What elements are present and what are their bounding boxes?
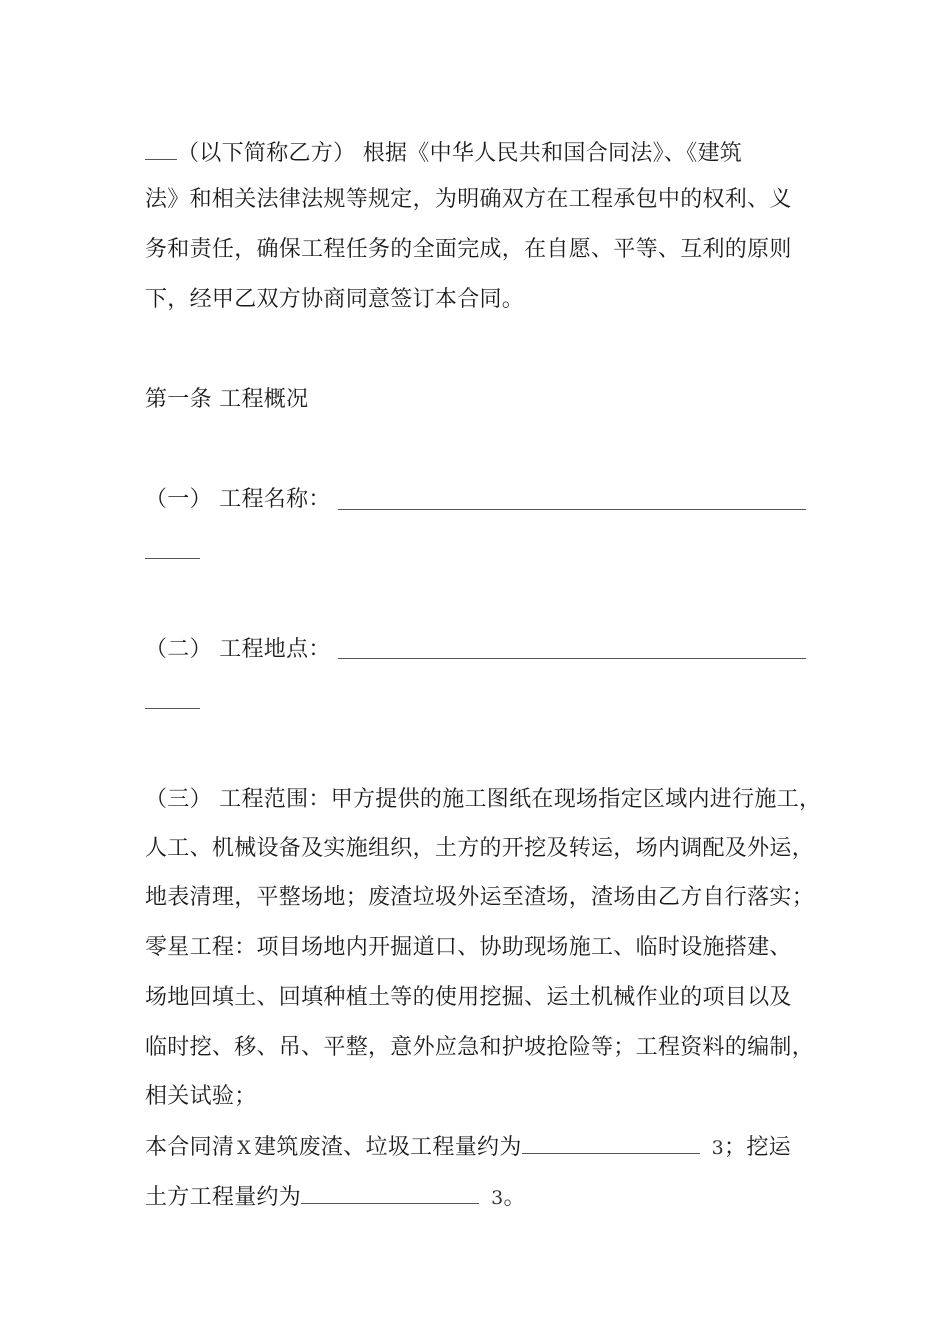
quantity-line-2 bbox=[145, 1181, 526, 1213]
earthwork-quantity-field[interactable] bbox=[301, 1181, 479, 1204]
quantity-line-2-c: 。 bbox=[503, 1185, 526, 1210]
project-name-field-cont[interactable] bbox=[145, 558, 200, 559]
scope-line-7: 相关试验； bbox=[145, 1084, 257, 1109]
scope-line-6: 临时挖、移、吊、平整，意外应急和护坡抢险等；工程资料的编制， bbox=[145, 1035, 815, 1060]
quantity-line-2-a: 土方工程量约为 bbox=[145, 1185, 302, 1210]
project-name-field[interactable] bbox=[338, 509, 806, 510]
quantity-line-1-x: X bbox=[237, 1137, 252, 1159]
waste-quantity-field[interactable] bbox=[522, 1131, 700, 1154]
quantity-line-1-a: 本合同清 bbox=[145, 1135, 235, 1160]
scope-line-1: （三） 工程范围：甲方提供的施工图纸在现场指定区域内进行施工， bbox=[145, 787, 822, 812]
scope-line-2: 人工、机械设备及实施组织，土方的开挖及转运，场内调配及外运， bbox=[145, 836, 815, 861]
quantity-line-1 bbox=[145, 1131, 791, 1163]
party-b-blank[interactable] bbox=[145, 137, 177, 160]
project-location-label: （二） 工程地点： bbox=[145, 637, 331, 662]
scope-line-5: 场地回填土、回填种植土等的使用挖掘、运土机械作业的项目以及 bbox=[145, 985, 792, 1010]
project-name-label: （一） 工程名称： bbox=[145, 487, 331, 512]
scope-line-4: 零星工程：项目场地内开掘道口、协助现场施工、临时设施搭建、 bbox=[145, 935, 792, 960]
quantity-line-1-c: ；挖运 bbox=[724, 1135, 791, 1160]
intro-line-4: 下，经甲乙双方协商同意签订本合同。 bbox=[145, 287, 525, 312]
intro-line-3: 务和责任，确保工程任务的全面完成，在自愿、平等、互利的原则 bbox=[145, 237, 792, 262]
scope-line-3: 地表清理，平整场地；废渣垃圾外运至渣场，渣场由乙方自行落实； bbox=[145, 885, 815, 910]
intro-line-2: 法》和相关法律法规等规定，为明确双方在工程承包中的权利、义 bbox=[145, 187, 792, 212]
earthwork-unit-superscript: 3 bbox=[491, 1187, 504, 1209]
quantity-line-1-b: 建筑废渣、垃圾工程量约为 bbox=[254, 1135, 522, 1160]
waste-unit-superscript: 3 bbox=[711, 1137, 725, 1159]
intro-line-1-text: （以下简称乙方） 根据《中华人民共和国合同法》、《建筑 bbox=[177, 141, 743, 166]
intro-line-1 bbox=[145, 137, 742, 169]
project-location-field[interactable] bbox=[338, 658, 806, 659]
article-1-heading: 第一条 工程概况 bbox=[145, 387, 309, 412]
project-location-field-cont[interactable] bbox=[145, 708, 200, 709]
